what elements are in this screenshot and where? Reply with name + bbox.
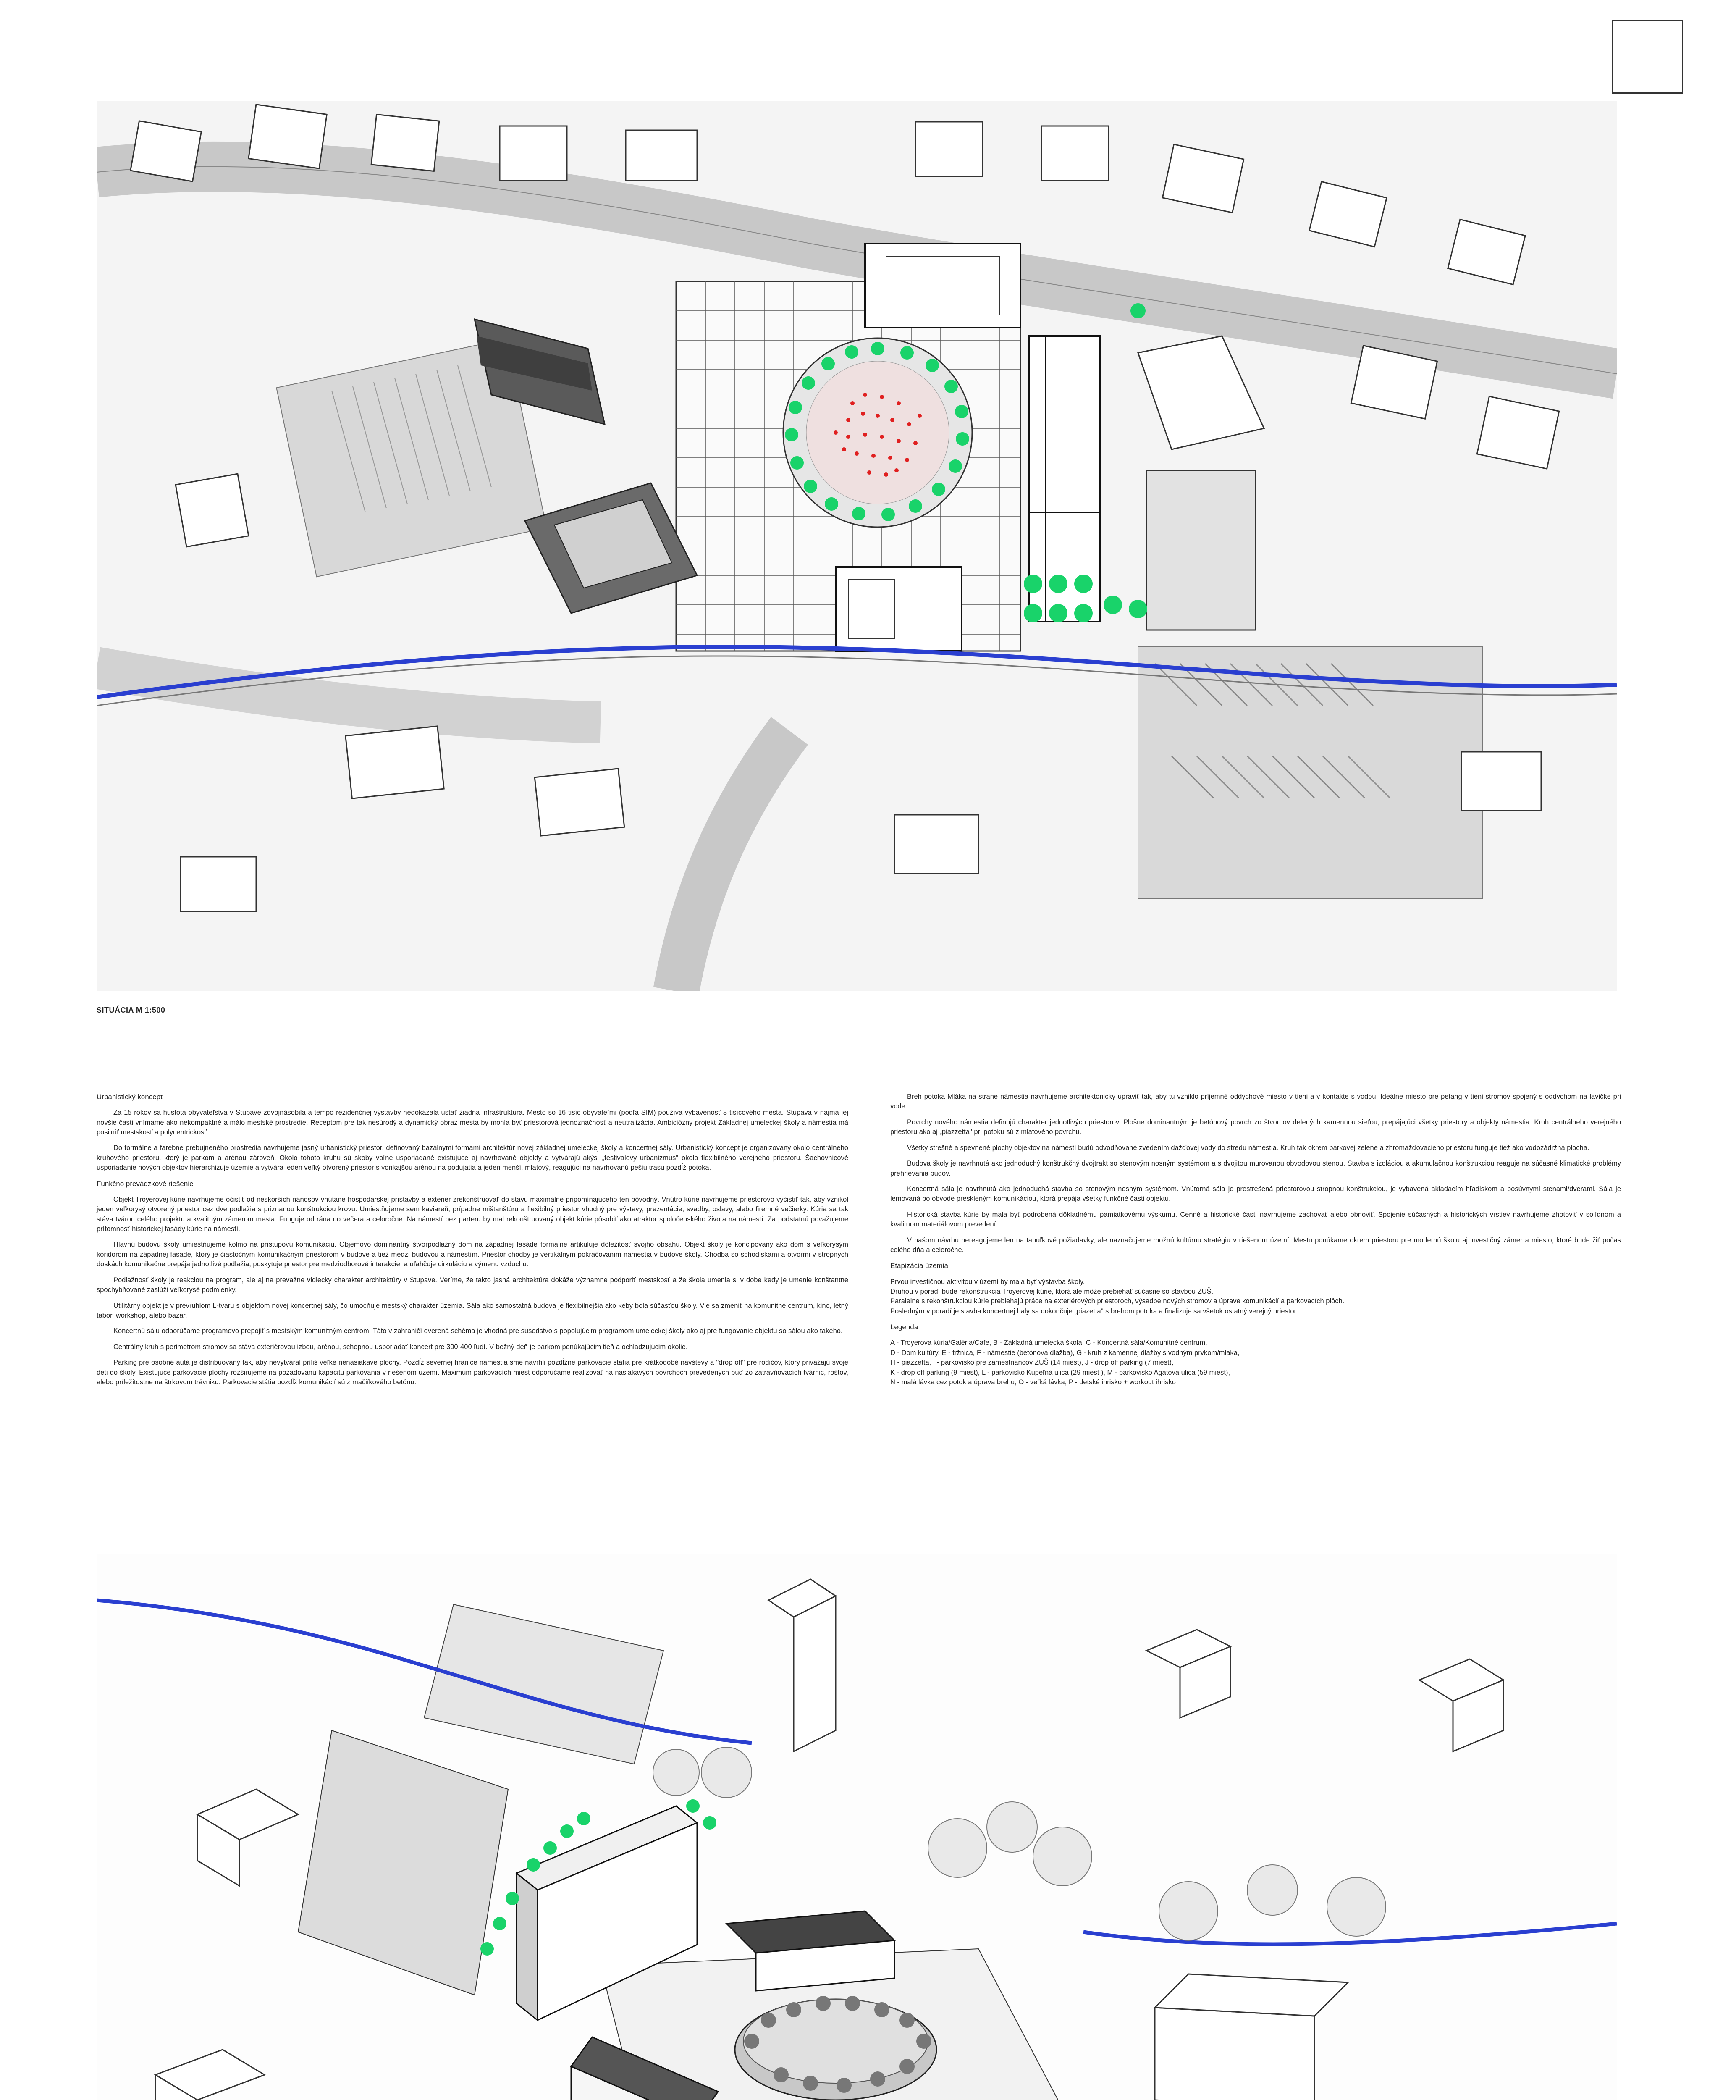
legend-item: K - drop off parking (9 miest), L - parkovisko Kúpeľná ulica (29 miest ), M - parkovisko Agátová ulica (59 miest),: [890, 1368, 1230, 1376]
market-pavilion: [836, 567, 962, 651]
paragraph: Objekt Troyerovej kúrie navrhujeme očistiť od neskorších nánosov vnútane hospodárskej prístavby a exteriér zrekonštruovať do stavu maximálne pripomínajúceho ten pôvodný. Vnútro kúrie navrhujeme priestorovo vyčistiť tak, aby vznikol jeden veľkorysý otvorený priestor cez dve podlažia s priznanou konštrukciou krovu. Umiestňujeme sem kaviareň, prípadne mištanštúru a flexibilný priestor vhodný pre výstavy, prezentácie, svadby, oslavy, alebo firemné večierky. Kúria sa tak stáva tvárou celého projektu a kvalitným zámerom mesta. Funguje od rána do večera a celoročne. Na námestí bez parteru by mal rekonštruovaný objekt kúrie pôsobiť ako atraktor spoločenského života na námestí. Za podstatnú považujeme prítomnosť historickej fasády kúrie na námestí.: [97, 1195, 848, 1233]
legend-item: H - piazzetta, I - parkovisko pre zamestnancov ZUŠ (14 miest), J - drop off parking (7 miest),: [890, 1359, 1174, 1367]
site-plan-drawing: [97, 101, 1617, 991]
legend-item: D - Dom kultúry, E - tržnica, F - námestie (betónová dlažba), G - kruh z kamennej dlažby s vodným prvkom/mlaka,: [890, 1349, 1240, 1357]
tree-clusters-axo: [653, 1747, 1386, 1940]
phase-item: Druhou v poradí bude rekonštrukcia Troyerovej kúrie, ktorá ale môže prebiehať súčasne so stavbou ZUŠ.: [890, 1288, 1214, 1296]
culture-house: [525, 483, 697, 613]
paragraph: Koncertnú sálu odporúčame programovo prepojiť s mestským komunitným centrom. Táto v zahraničí overená schéma je vhodná pre susedstvo s popolujúcim programom umeleckej školy ako aj pre fungovanie objektu so sálou ako takého.: [113, 1327, 843, 1335]
building-right-1: [1138, 336, 1264, 449]
heading-urban-concept: Urbanistický koncept: [97, 1093, 163, 1101]
paragraph: Breh potoka Mláka na strane námestia navrhujeme architektonicky upraviť tak, aby tu vzniklo príjemné oddychové miesto v tieni a v kontakte s vodou. Ideálne miesto pre petang v tieni stromov spojený s oddychom na lavičke pri vode.: [890, 1093, 1621, 1110]
paragraph: Povrchy nového námestia definujú charakter jednotlivých priestorov. Plošne dominantným je betónový povrch zo štvorcov delených kamennou sieťou, prepájajúci všetky priestory a objekty námestia. Kruh centrálneho verejného priestoru ako aj „piazzetta" pri potoku sú z mlatového povrchu.: [890, 1118, 1621, 1136]
axonometry-svg: [97, 1554, 1617, 2100]
phase-item: Prvou investičnou aktivitou v území by mala byť výstavba školy.: [890, 1278, 1085, 1286]
paragraph: V našom návrhu nereagujeme len na tabuľkové požiadavky, ale naznačujeme možnú kultúrnu stratégiu v riešenom území. Mestu ponúkame okrem priestoru pre modernú školu aj investičný zámer a miesto, ktoré bude žiť počas celého dňa a celoročne.: [890, 1236, 1621, 1254]
central-circle: [783, 338, 972, 527]
road-south: [676, 731, 789, 991]
paragraph: Koncertná sála je navrhnutá ako jednoduchá stavba so stenovým nosným systémom. Vnútorná sála je prestrešená priestorovou stropnou konštrukciou, je vybavená akladacím hľadiskom a posúvnymi stenami/dverami. Sála je lemovaná po obvode preskleným komunikáciou, ktorá prepája všetky funkčné časti objektu.: [890, 1185, 1621, 1203]
axonometry-drawing: [97, 1554, 1617, 2100]
arena-axo-inner: [743, 1999, 928, 2083]
paragraph: Všetky strešné a spevnené plochy objektov na námestí budú odvodňované zvedením dažďovej vody do stredu námestia. Kruh tak okrem parkovej zelene a zhromažďovacieho priestoru funguje tiež ako vodozádržná plocha.: [907, 1144, 1589, 1152]
green-field: [298, 1730, 508, 1995]
paragraph: Parking pre osobné autá je distribuovaný tak, aby nevytváral príliš veľké nenasiakavé plochy. Pozdĺž severnej hranice námestia sme navrhli pozdĺžne parkovacie státia pre krátkodobé návštevy a "drop off" pre rodičov, ktorý privážajú svoje deti do školy. Existujúce parkovacie plochy rozširujeme na požadovanú kapacitu parkovania v riešenom území. Maximum parkovacích miest odporúčame realizovať na nasiakavých povrchoch prevedených buď zo zatrávňovacích tvárnic, roštov, alebo príležitostne na štrkovom trávniku. Parkovacie státia pozdĺž komunikácií sú z mačiíkového betónu.: [97, 1359, 848, 1386]
phase-item: Paralelne s rekonštrukciou kúrie prebiehajú práce na exteriérových priestoroch, výsadbe nových stromov a úprave komunikácií a parkovacích plôch.: [890, 1297, 1345, 1305]
paragraph: Utilitárny objekt je v prevruhlom L-tvaru s objektom novej koncertnej sály, čo umocňuje mestský charakter územia. Sála ako samostatná budova je flexibilnejšia ako keby bola súčasťou školy. Vie sa zmeniť na komunitné centrum, kino, letný tábor, workshop, alebo bazár.: [97, 1302, 848, 1319]
paragraph: Centrálny kruh s perimetrom stromov sa stáva exteriérovou izbou, arénou, schopnou usporiadať koncert pre 300-400 ľudí. V bežný deň je parkom ponúkajúcim tieň a ochladzujúcim okolie.: [113, 1343, 688, 1351]
phases-list: [890, 1277, 1621, 1317]
heading-legend: Legenda: [890, 1323, 918, 1331]
legend-item: N - malá lávka cez potok a úprava brehu, O - veľká lávka, P - detské ihrisko + workout ihrisko: [890, 1378, 1176, 1386]
legend-list: [890, 1338, 1621, 1387]
paragraph: Do formálne a farebne prebujneného prostredia navrhujeme jasný urbanistický priestor, definovaný bazálnymi formami architektúr novej základnej umeleckej školy a koncertnej sály. Urbanistický koncept je organizovaný okolo centrálneho kruhového priestoru, ktorý je parkom a arénou zároveň. Okolo tohoto kruhu sú skoby voľne usporiadané existujúce aj navrhované objekty a vytvárajú akýsi „festivalový urbanizmus" okolo flexibilného verejného priestoru. Šachovnicové usporiadanie nových objektov hierarchizuje územie a vytvára jeden veľký otvorený priestor s vonkajšou arénou na podujatia a jeden menší, mlatový, reagujúci na navrhovanú pešiu trasu pozdĺž potoka.: [97, 1144, 848, 1172]
concert-hall: [865, 244, 1020, 328]
building-right-2: [1146, 470, 1256, 630]
site-plan-svg: [97, 101, 1617, 991]
parking-axo-north: [424, 1604, 663, 1764]
phase-item: Posledným v poradí je stavba koncertnej haly sa dokončuje „piazetta" s brehom potoka a finalizuje sa všetok ostatný verejný priestor.: [890, 1307, 1298, 1315]
heading-functional: Funkčno prevádzkové riešenie: [97, 1179, 194, 1188]
paragraph: Budova školy je navrhnutá ako jednoduchý konštrukčný dvojtrakt so stenovým nosným systémom a s dvojitou murovanou obvodovou stenou. Stavba s izoláciou a akumulačnou konštrukciou reaguje na súčasné klimatické problémy prehrievania budov.: [890, 1160, 1621, 1177]
paragraph: Hlavnú budovu školy umiestňujeme kolmo na prístupovú komunikáciu. Objemovo dominantný štvorpodlažný dom na západnej fasáde formálne artikuluje dôležitosť svojho obsahu. Objekt školy je koncipovaný ako dom s veľkorysým koridorom na západnej fasáde, ktorý je čiastočným komunikačným priestorom v budove a tiež medzi budovou a námestím. Priestor chodby je vertikálnym pokračovaním námestia v budove školy. Chodba so schodiskami a otvormi v stropných doskách komunikačne prepája jednotlivé podlažia, poskytuje priestor pre medziodborové interakcie, a uľahčuje cirkuláciu a výmenu vzduchu.: [97, 1241, 848, 1268]
paragraph: Za 15 rokov sa hustota obyvateľstva v Stupave zdvojnásobila a tempo rezidenčnej výstavby nedokázala ustáť žiadna infraštruktúra. Mesto so 16 tisíc obyvateľmi (podľa SIM) používa vybavenosť 8 tisícového mesta. Stupava v najmä jej novšie časti vnímame ako nekompaktné a málo mestské prostredie. Receptom pre tak nesúrodý a dynamický obraz mesta by mohla byť priestorová jednoznačnosť a neutralizácia. Ambiciózny projekt Základnej umeleckej školy a námestia má posilniť mestskosť a polycentrickosť.: [97, 1109, 848, 1136]
situation-caption: SITUÁCIA M 1:500: [97, 1006, 165, 1014]
paragraph: Podlažnosť školy je reakciou na program, ale aj na prevažne vidiecky charakter architektúry v Stupave. Veríme, že takto jasná architektúra dokáže významne podporiť mestskosť a že škola umenia si v dobe kedy je umenie konštantne spochybňované zaslúži veľkorysé podmienky.: [97, 1276, 848, 1294]
text-column-right: [890, 1092, 1621, 1394]
heading-phases: Etapizácia územia: [890, 1262, 948, 1270]
text-column-left: [97, 1092, 848, 1394]
corner-frame: [1612, 20, 1683, 94]
paragraph: Historická stavba kúrie by mala byť podrobená dôkladnému pamiatkovému výskumu. Cenné a historické časti navrhujeme zachovať alebo obnoviť. Spojenie súčasných a historických vrstiev navrhujeme zhotoviť v solídnom a kvalitnom materiálovom prevedení.: [890, 1210, 1621, 1228]
legend-item: A - Troyerova kúria/Galéria/Cafe, B - Základná umelecká škola, C - Koncertná sála/Komunitné centrum,: [890, 1339, 1207, 1347]
